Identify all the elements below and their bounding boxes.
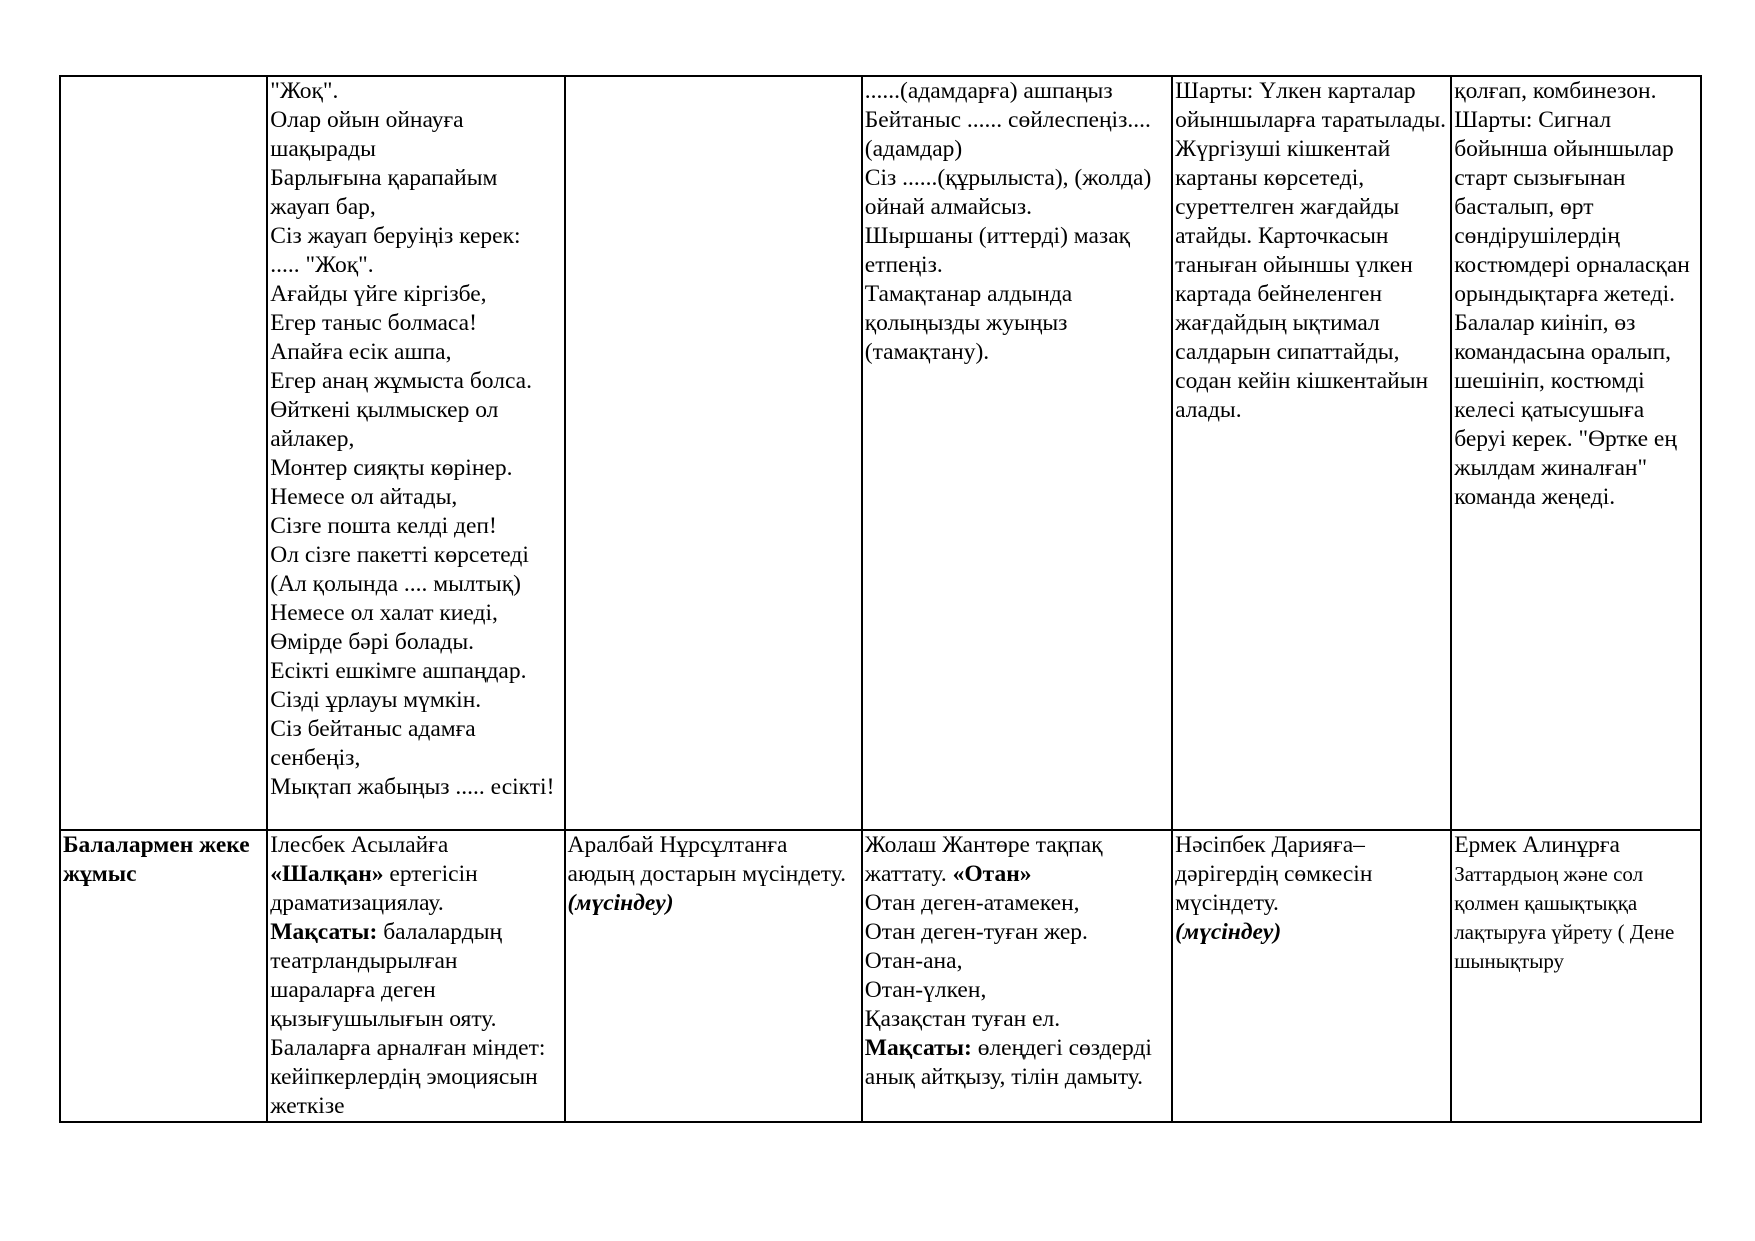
- activity-text: Заттардыоң және сол қолмен қашықтыққа лақтыруға үйрету ( Дене шынықтыру: [1454, 862, 1675, 973]
- goal-text: балалардың театрландырылған шараларға деген қызығушылығын ояту. Балаларға арналған міндет: кейіпкерлердің эмоциясын жеткізе: [270, 919, 546, 1119]
- row-label-individual-work: Балалармен жеке жұмыс: [60, 830, 267, 1122]
- row2-monday-cell: [267, 830, 564, 1122]
- child-name-text: Ілесбек Асылайға: [270, 832, 449, 858]
- row1-rules-cell: ......(адамдарға) ашпаңыз Бейтаныс ...... сөйлеспеңіз....(адамдар) Сіз ......(құрылыста), (жолда) ойнай алмайсыз. Шыршаны (иттерді) мазақ етпеңіз. Тамақтанар алдында қолыңызды жуыңыз (тамақтану).: [862, 76, 1172, 830]
- activity-tag: (мүсіндеу): [1175, 919, 1282, 945]
- row2-tuesday-cell: [565, 830, 862, 1122]
- row2-wednesday-cell: [862, 830, 1172, 1122]
- row1-game-cell: Шарты: Үлкен карталар ойыншыларға таратылады. Жүргізуші кішкентай картаны көрсетеді, суреттелген жағдайды атайды. Карточкасын таныған ойыншы үлкен картада бейнеленген жағдайдың ықтимал салдарын сипаттайды, содан кейін кішкентайын алады.: [1172, 76, 1451, 830]
- row2-thursday-cell: [1172, 830, 1451, 1122]
- goal-text: өлеңдегі сөздерді анық айтқызу, тілін дамыту.: [864, 1035, 1152, 1090]
- tale-title: «Шалқан»: [270, 861, 384, 887]
- plan-table: [59, 75, 1702, 1123]
- row1-empty-cell: [565, 76, 862, 830]
- activity-text: ертегісін драматизациялау.: [270, 861, 478, 916]
- activity-text: Аралбай Нұрсұлтанға аюдың достарын мүсіндету.: [567, 832, 846, 887]
- row1-label-cell: [60, 76, 267, 830]
- goal-label: Мақсаты:: [864, 1035, 972, 1061]
- row2-friday-cell: [1451, 830, 1701, 1122]
- row1-poem-cell: "Жоқ". Олар ойын ойнауға шақырады Барлығына қарапайым жауап бар, Сіз жауап беруіңіз керек: ..... "Жоқ". Ағайды үйге кіргізбе, Егер таныс болмаса! Апайға есік ашпа, Егер анаң жұмыста болса. Өйткені қылмыскер ол айлакер, Монтер сияқты көрінер. Немесе ол айтады, Сізге пошта келді деп! Ол сізге пакетті көрсетеді (Ал қолында .... мылтық) Немесе ол халат киеді, Өмірде бәрі болады. Есікті ешкімге ашпаңдар. Сізді ұрлауы мүмкін. Сіз бейтаныс адамға сенбеңіз, Мықтап жабыңыз ..... есікті!: [267, 76, 564, 830]
- poem-title: «Отан»: [952, 861, 1032, 887]
- activity-text: Нәсіпбек Дарияға–дәрігердің сөмкесін мүсіндету.: [1175, 832, 1373, 916]
- table-row: [60, 76, 1701, 830]
- table-row: [60, 830, 1701, 1122]
- goal-label: Мақсаты:: [270, 919, 378, 945]
- child-name-text: Ермек Алинұрға: [1454, 832, 1620, 858]
- activity-text: Жолаш Жантөре тақпақ жаттату.: [864, 832, 1103, 887]
- poem-text: Отан деген-атамекен, Отан деген-туған жер. Отан-ана, Отан-үлкен, Қазақстан туған ел.: [864, 890, 1088, 1032]
- activity-tag: (мүсіндеу): [567, 890, 674, 916]
- row1-relay-cell: қолғап, комбинезон. Шарты: Сигнал бойынша ойыншылар старт сызығынан басталып, өрт сөндірушілердің костюмдері орналасқан орындықтарға жетеді. Балалар киініп, өз командасына оралып, шешініп, костюмді келесі қатысушыға беруі керек. "Өртке ең жылдам жиналған" команда жеңеді.: [1451, 76, 1701, 830]
